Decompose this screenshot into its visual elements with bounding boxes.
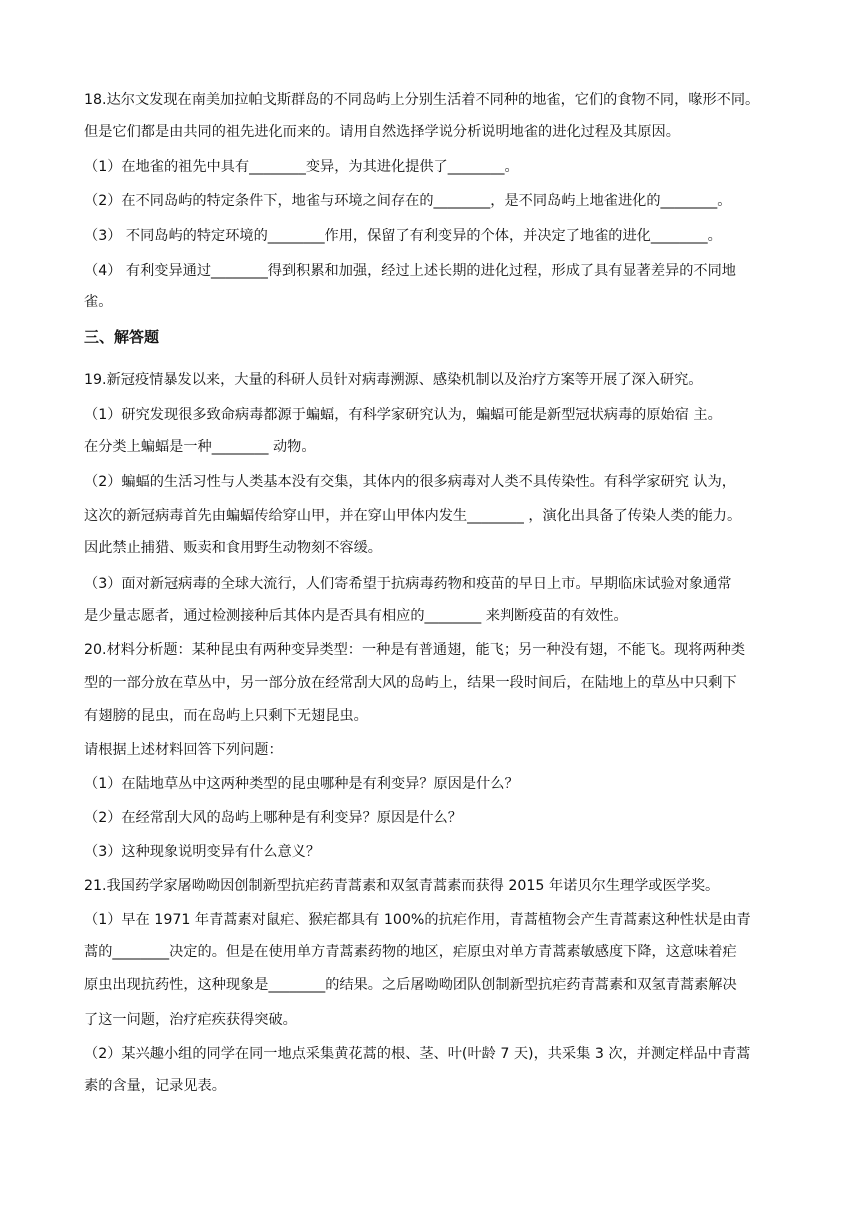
- q19-part-3-line-2: 是少量志愿者，通过检测接种后其体内是否具有相应的________ 来判断疫苗的有效性。: [84, 608, 628, 624]
- q20-prompt: 请根据上述材料回答下列问题：: [84, 742, 283, 758]
- q19-stem: 19.新冠疫情暴发以来，大量的科研人员针对病毒溯源、感染机制以及治疗方案等开展了深入研究。: [84, 372, 703, 388]
- q20-part-3: （3）这种现象说明变异有什么意义？: [84, 844, 321, 860]
- q21-stem: 21.我国药学家屠呦呦因创制新型抗疟药青蒿素和双氢青蒿素而获得 2015 年诺贝尔生理学或医学奖。: [84, 878, 720, 894]
- q21-part-2-line-1: （2）某兴趣小组的同学在同一地点采集黄花蒿的根、茎、叶(叶龄 7 天)，共采集 3 次，并测定样品中青蒿: [84, 1046, 751, 1062]
- q19-part-2-line-1: （2）蝙蝠的生活习性与人类基本没有交集，其体内的很多病毒对人类不具传染性。有科学家研究 认为，: [84, 474, 736, 490]
- q18-part-3: （3） 不同岛屿的特定环境的________作用，保留了有利变异的个体，并决定了地雀的进化________。: [84, 228, 722, 244]
- q18-stem-line-2: 但是它们都是由共同的祖先进化而来的。请用自然选择学说分析说明地雀的进化过程及其原因。: [84, 124, 680, 140]
- q19-part-2-line-2: 这次的新冠病毒首先由蝙蝠传给穿山甲，并在穿山甲体内发生________ ，演化出具备了传染人类的能力。: [84, 508, 742, 524]
- section-heading: 三、解答题: [84, 328, 160, 346]
- q18-part-2: （2）在不同岛屿的特定条件下，地雀与环境之间存在的________，是不同岛屿上地雀进化的________。: [84, 193, 732, 209]
- q21-part-2-line-2: 素的含量，记录见表。: [84, 1078, 226, 1094]
- q20-stem-line-1: 20.材料分析题：某种昆虫有两种变异类型：一种是有普通翅，能飞；另一种没有翅，不能飞。现将两种类: [84, 642, 746, 658]
- q18-part-4-line-2: 雀。: [84, 294, 113, 310]
- q21-part-1-line-3: 原虫出现抗药性，这种现象是________的结果。之后屠呦呦团队创制新型抗疟药青蒿素和双氢青蒿素解决: [84, 977, 737, 993]
- q19-part-1-line-1: （1）研究发现很多致命病毒都源于蝙蝠，有科学家研究认为，蝙蝠可能是新型冠状病毒的原始宿 主。: [84, 407, 722, 423]
- q20-stem-line-2: 型的一部分放在草丛中，另一部分放在经常刮大风的岛屿上，结果一段时间后，在陆地上的草丛中只剩下: [84, 675, 737, 691]
- q18-stem-line-1: 18.达尔文发现在南美加拉帕戈斯群岛的不同岛屿上分别生活着不同种的地雀，它们的食物不同，喙形不同。: [84, 92, 760, 108]
- q19-part-3-line-1: （3）面对新冠病毒的全球大流行，人们寄希望于抗病毒药物和疫苗的早日上市。早期临床试验对象通常: [84, 576, 732, 592]
- q19-part-2-line-3: 因此禁止捕猎、贩卖和食用野生动物刻不容缓。: [84, 540, 382, 556]
- q19-part-1-line-2: 在分类上蝙蝠是一种________ 动物。: [84, 439, 316, 455]
- q18-part-4-line-1: （4） 有利变异通过________得到积累和加强，经过上述长期的进化过程，形成了具有显著差异的不同地: [84, 263, 736, 279]
- q21-part-1-line-2: 蒿的________决定的。但是在使用单方青蒿素药物的地区，疟原虫对单方青蒿素敏感度下降，这意味着疟: [84, 944, 737, 960]
- q21-part-1-line-1: （1）早在 1971 年青蒿素对鼠疟、猴疟都具有 100%的抗疟作用，青蒿植物会产生青蒿素这种性状是由青: [84, 912, 751, 928]
- q20-part-2: （2）在经常刮大风的岛屿上哪种是有利变异？原因是什么？: [84, 810, 462, 826]
- q21-part-1-line-4: 了这一问题，治疗疟疾获得突破。: [84, 1012, 297, 1028]
- q18-part-1: （1）在地雀的祖先中具有________变异，为其进化提供了________。: [84, 159, 519, 175]
- q20-stem-line-3: 有翅膀的昆虫，而在岛屿上只剩下无翅昆虫。: [84, 708, 368, 724]
- q20-part-1: （1）在陆地草丛中这两种类型的昆虫哪种是有利变异？原因是什么？: [84, 776, 519, 792]
